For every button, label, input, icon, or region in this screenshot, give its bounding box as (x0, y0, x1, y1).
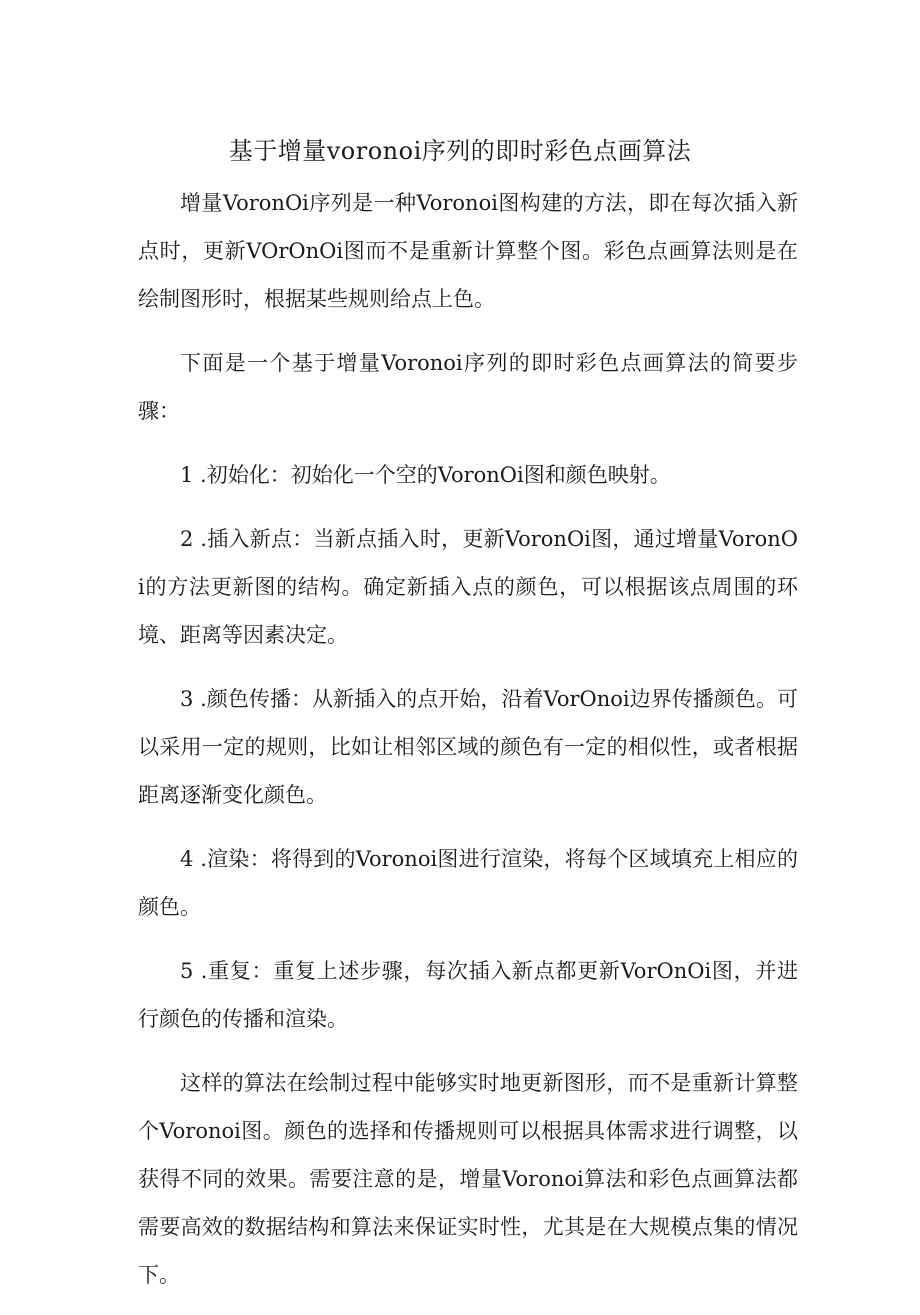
paragraph-step-4: 4 .渲染：将得到的Voronoi图进行渲染，将每个区域填充上相应的颜色。 (138, 847, 798, 919)
paragraph-step-3: 3 .颜色传播：从新插入的点开始，沿着VorOnoi边界传播颜色。可以采用一定的规则，比如让相邻区域的颜色有一定的相似性，或者根据距离逐渐变化颜色。 (138, 687, 798, 807)
paragraph-step-1: 1 .初始化：初始化一个空的VoronOi图和颜色映射。 (180, 463, 671, 487)
paragraph-step-2: 2 .插入新点：当新点插入时，更新VoronOi图，通过增量VoronOi的方法更新图的结构。确定新插入点的颜色，可以根据该点周围的环境、距离等因素决定。 (138, 527, 798, 647)
paragraph-steps-intro: 下面是一个基于增量Voronoi序列的即时彩色点画算法的简要步骤： (138, 351, 798, 423)
paragraph-step-5: 5 .重复：重复上述步骤，每次插入新点都更新VorOnOi图，并进行颜色的传播和渲染。 (138, 959, 798, 1031)
document-title: 基于增量voronoi序列的即时彩色点画算法 (228, 137, 692, 165)
paragraph-conclusion: 这样的算法在绘制过程中能够实时地更新图形，而不是重新计算整个Voronoi图。颜色的选择和传播规则可以根据具体需求进行调整，以获得不同的效果。需要注意的是，增量Voronoi算法和彩色点画算法都需要高效的数据结构和算法来保证实时性，尤其是在大规模点集的情况下。 (138, 1071, 798, 1287)
paragraph-intro: 增量VoronOi序列是一种Voronoi图构建的方法，即在每次插入新点时，更新VOrOnOi图而不是重新计算整个图。彩色点画算法则是在绘制图形时，根据某些规则给点上色。 (138, 191, 798, 311)
document-body (138, 179, 798, 1315)
